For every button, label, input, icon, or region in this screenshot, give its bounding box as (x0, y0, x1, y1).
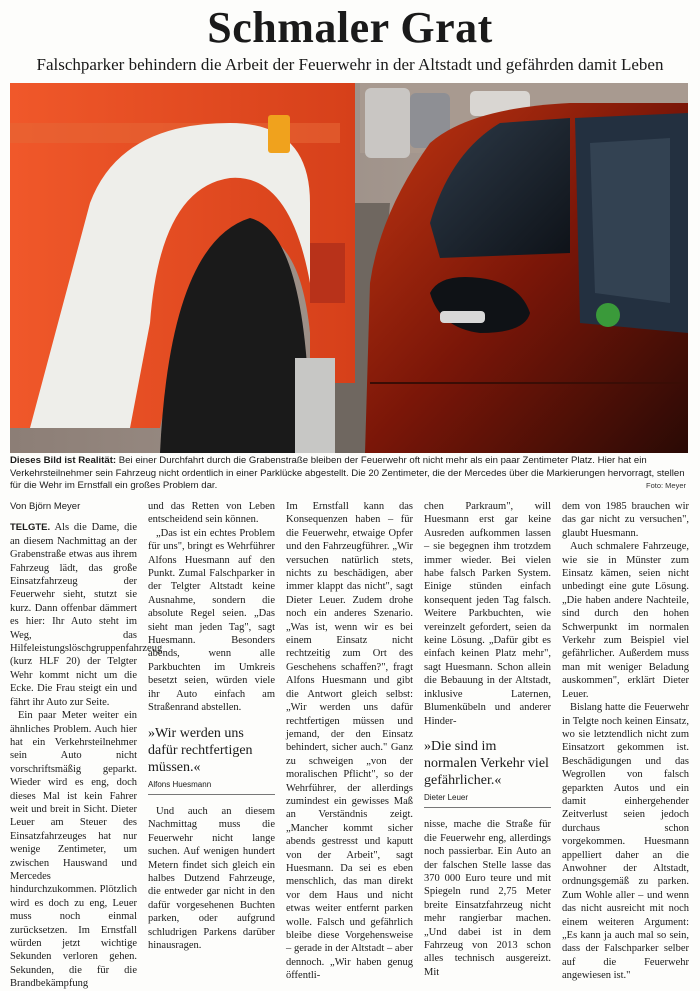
caption-text: Bei einer Durchfahrt durch die Grabenstraße bleiben der Feuerwehr oft nicht mehr als ein paar Zentimeter Platz. Hier hat ein Verkehrsteilnehmer sein Fahrzeug nicht ordentlich in einer Parklücke abgestellt. Die 20 Zentimeter, die der Mercedes über die Markierungen hervorragt, stellen für die Wehr im Ernstfall ein großes Problem dar. (10, 455, 685, 492)
headline: Schmaler Grat (207, 3, 493, 52)
paragraph: „Das ist ein echtes Problem für uns", bringt es Wehrführer Alfons Huesmann auf den Punkt. Zumal Falschparker in der Telgter Altstadt keine Ausnahme, sondern die absolute Regel seien. „Das sieht man jeden Tag", sagt Huesmann. Besonders abends, wenn alle Parkbuchten im Umkreis besetzt seien, würden viele ihr Auto einfach am Straßenrand abstellen. (148, 527, 275, 714)
photo-credit: Foto: Meyer (645, 481, 686, 490)
pull-quote-text: »Die sind im normalen Verkehr viel gefährlicher.« (424, 738, 549, 788)
article-column-2 (148, 500, 275, 952)
photo-caption (10, 455, 688, 493)
paragraph: und das Retten von Leben entscheidend sein können. (148, 501, 275, 526)
paragraph (10, 521, 163, 709)
article-column-1 (10, 500, 163, 991)
byline: Von Björn Meyer (10, 501, 81, 512)
subheadline: Falschparker behindern die Arbeit der Feuerwehr in der Altstadt und gefährden damit Leben (36, 55, 664, 74)
pull-quote (424, 738, 551, 808)
pull-quote-author: Alfons Huesmann (148, 779, 212, 789)
pull-quote (148, 725, 275, 795)
paragraph-text: Als die Dame, die an diesem Nachmittag an der Grabenstraße etwas aus ihrem Fahrzeug lädt, das große Einsatzfahrzeug der Feuerwehr sieht, stutzt sie kurz. Dann offenbar dämmert es hier: Ihr Auto steht im Weg, das Hilfeleistungslöschgruppenfahrzeug (kurz HLF 20) der Telgter Wehr kommt nicht um die Ecke. Die Frau steigt ein und fährt ihr Auto zur Seite. (10, 522, 163, 708)
photo-illustration (10, 83, 688, 453)
paragraph: Auch schmalere Fahrzeuge, wie sie in Münster zum Einsatz kämen, seien nicht unbedingt eine gute Lösung. „Die haben andere Nachteile, sind durch den hohen Schwerpunkt im normalen Verkehr zum Beispiel viel gefährlicher. Außerdem muss man mit weniger Beladung auskommen", erklärt Dieter Leuer. (562, 541, 689, 700)
paragraph: nisse, mache die Straße für die Feuerwehr eng, allerdings noch passierbar. Ein Auto an der falschen Stelle lasse das 370 000 Euro teure und mit Spiegeln rund 2,75 Meter breite Einsatzfahrzeug nicht mehr rangierbar machen. „Und dabei ist in dem Fahrzeug von 2013 schon alles technisch ausgereizt. Mit (424, 819, 551, 978)
paragraph: Ein paar Meter weiter ein ähnliches Problem. Auch hier hat ein Verkehrsteilnehmer sein Auto nicht vorschriftsmäßig geparkt. Wieder wird es eng, doch dieses Mal ist kein Fahrer weit und breit in Sicht. Dieter Leuer am Steuer des Einsatzfahrzeuges hat nur wenige Zentimeter, um zwischen Hauswand und Mercedes hindurchzukommen. Plötzlich wird es doch zu eng, Leuer muss noch einmal zurücksetzen. Im Ernstfall würden jetzt wichtige Sekunden verloren gehen. Sekunden, die für die Brandbekämpfung (10, 710, 137, 990)
paragraph: chen Parkraum", will Huesmann erst gar keine Ausreden aufkommen lassen – sie begegnen ihm trotzdem immer wieder. Bei vielen habe falsch Parken System. Einige stünden einfach konsequent jeden Tag falsch. Weitere Parkbuchten, wie vereinzelt gefordert, seien da keine Lösung. „Dafür gibt es einfach keinen Platz mehr", sagt Huesmann. Schon allein die Bebauung in der Altstadt, inklusive Laternen, Blumenkübeln und anderer Hinder- (424, 501, 551, 727)
article-photo (10, 83, 688, 453)
pull-quote-author: Dieter Leuer (424, 792, 469, 802)
paragraph: Bislang hatte die Feuerwehr in Telgte noch keinen Einsatz, wo sie letztendlich nicht zum Einsatzort gekommen ist. Beschädigungen und das Wegrollen von falsch geparkten Autos und ein damit einhergehender Zeitverlust seien jedoch durchaus schon vorgekommen. Huesmann appelliert daher an die Anwohner der Altstadt, ordnungsgemäß zu parken. Zum Wohle aller – und wenn das nicht ausreicht mit noch einem weiteren Argument: „Es kann ja auch mal so sein, dass der Falschparker selber auf die Feuerwehr angewiesen ist." (562, 702, 689, 982)
article-column-3 (286, 500, 413, 983)
paragraph: Im Ernstfall kann das Konsequenzen haben – für die Feuerwehr, etwaige Opfer und den Fahrzeugführer. „Wir versuchen natürlich stets, nichts zu beschädigen, aber immer klappt das nicht", sagt Dieter Leuer. Zudem drohe noch ein anderes Szenario. „Was ist, wenn wir es bei einem Einsatz nicht rechtzeitig zum Ort des Geschehens schaffen?", fragt Alfons Huesmann und gibt die Antwort gleich selbst: „Wir werden uns dafür rechtfertigen müssen und jemand, der den Einsatz behindert, sicher auch." Ganz zu schweigen „von der moralischen Pflicht", so der Wehrführer, der allerdings zumindest ein gewisses Maß an Verständnis zeigt. „Mancher kommt sicher abends gestresst und kaputt von der Arbeit", sagt Huesmann. Da sei es eben menschlich, das man direkt vor dem Haus und nicht etwas weiter entfernt parken wolle. Falsch und gefährlich bleibe diese Vorgehensweise – gerade in der Altstadt – aber dennoch. „Wir haben genug öffentli- (286, 501, 413, 982)
dateline: TELGTE. (10, 522, 51, 534)
pull-quote-text: »Wir werden uns dafür rechtfertigen müssen.« (148, 725, 253, 775)
paragraph: dem von 1985 brauchen wir das gar nicht zu versuchen", glaubt Huesmann. (562, 501, 689, 539)
article-column-5 (562, 500, 689, 983)
paragraph: Und auch an diesem Nachmittag muss die Feuerwehr nicht lange suchen. Auf wenigen hundert Metern findet sich gleich ein halbes Dutzend Fahrzeuge, die entweder gar nicht in den dafür vorgesehenen Buchten parken, oder aufgrund schludrigen Parkens darüber hinausragen. (148, 805, 275, 951)
caption-lead: Dieses Bild ist Realität: (10, 455, 117, 466)
article-column-4 (424, 500, 551, 979)
